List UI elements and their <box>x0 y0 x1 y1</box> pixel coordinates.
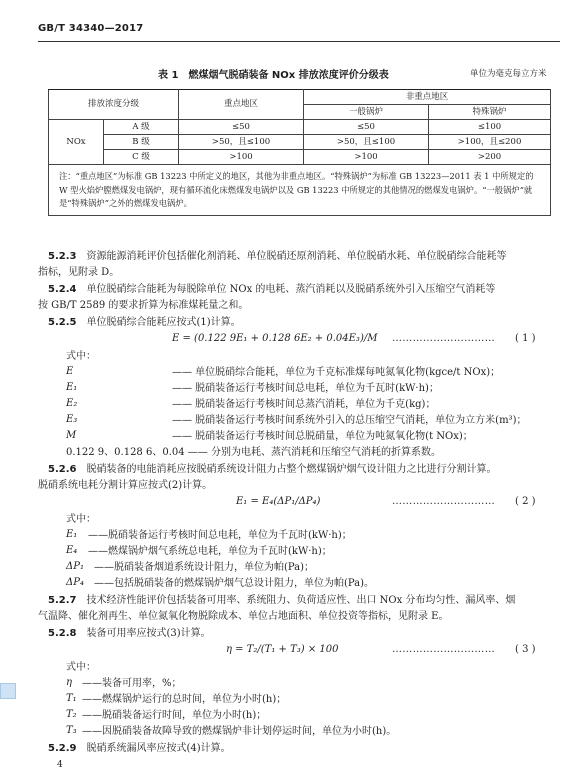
symbol-definition: —— 脱硝装备运行考核时间总蒸汽消耗，单位为千克(kg)； <box>172 399 436 410</box>
equation-3-number: ( 3 ) <box>515 644 536 655</box>
table-cell: >100，且≤200 <box>429 135 551 150</box>
symbol: ΔP₁ <box>66 561 84 572</box>
header-grade: 排放浓度分级 <box>49 90 179 120</box>
symbol: E₂ <box>66 398 78 409</box>
emission-grade-table <box>48 89 551 216</box>
table-cell: >100 <box>304 150 429 165</box>
symbol: T₁ <box>66 693 77 704</box>
symbol-definition: ——因脱硝装备故障导致的燃煤锅炉非计划停运时间，单位为小时(h)。 <box>82 726 397 737</box>
section-5-2-8: 5.2.8 装备可用率应按式(3)计算。 <box>48 628 211 639</box>
symbol: T₃ <box>66 725 77 736</box>
section-5-2-6-cont: 脱硝系统电耗分割计算应按式(2)计算。 <box>38 480 213 491</box>
symbol: T₂ <box>66 709 77 720</box>
header-special-boiler: 特殊锅炉 <box>429 105 551 120</box>
table-cell: >50，且≤100 <box>304 135 429 150</box>
header-rule <box>38 41 560 42</box>
symbol: E₁ <box>66 382 78 393</box>
symbol-definition: ——脱硝装备运行考核时间总电耗，单位为千瓦时(kW·h)； <box>88 530 352 541</box>
symbol: ΔP₄ <box>66 577 84 588</box>
standard-number: GB/T 34340—2017 <box>38 23 144 34</box>
equation-2: E₁ = E₄(ΔP₁/ΔP₄) <box>236 496 321 507</box>
grade-cell: C 级 <box>104 150 179 165</box>
symbol-definition: —— 单位脱硝综合能耗，单位为千克标准煤每吨氮氧化物(kgce/t NOx)； <box>172 367 501 378</box>
equation-3: η = T₂/(T₁ + T₃) × 100 <box>226 644 339 655</box>
table-note: 注：“重点地区”为标准 GB 13223 中所定义的地区，其他为非重点地区。“特殊锅炉”为标准 GB 13223—2011 表 1 中所规定的 W 型火焰炉膛燃煤发电锅炉，现有循环流化床燃煤发电锅炉以及 GB 13223 中所规定的其他情况的燃煤发电锅炉。“一般锅炉”就是“特殊锅炉”之外的燃煤发电锅炉。 <box>49 165 551 216</box>
header-general-boiler: 一般锅炉 <box>304 105 429 120</box>
header-key-area: 重点地区 <box>179 90 304 120</box>
equation-1-number: ( 1 ) <box>515 333 536 344</box>
symbol-definition: —— 脱硝装备运行考核时间系统外引入的总压缩空气消耗，单位为立方米(m³)； <box>172 415 527 426</box>
table-cell: >100 <box>179 150 304 165</box>
symbol: M <box>66 430 77 441</box>
equation-1: E = (0.122 9E₁ + 0.128 6E₂ + 0.04E₃)/M <box>172 333 378 344</box>
section-5-2-9: 5.2.9 脱硝系统漏风率应按式(4)计算。 <box>48 743 231 754</box>
section-5-2-3: 5.2.3 资源能源消耗评价包括催化剂消耗、单位脱硝还原剂消耗、单位脱硝水耗、单位脱硝综合能耗等 <box>48 251 507 262</box>
section-5-2-4-cont: 按 GB/T 2589 的要求折算为标准煤耗量之和。 <box>38 300 249 311</box>
page-number: 4 <box>57 760 63 770</box>
coefficient-definition: 0.122 9、0.128 6、0.04 —— 分别为电耗、蒸汽消耗和压缩空气消耗的折算系数。 <box>66 447 441 458</box>
symbol-definition: ——燃煤锅炉烟气系统总电耗，单位为千瓦时(kW·h)； <box>88 546 332 557</box>
grade-cell: A 级 <box>104 120 179 135</box>
header-non-key-area: 非重点地区 <box>304 90 551 105</box>
symbol-definition: ——脱硝装备运行时间，单位为小时(h)； <box>82 710 267 721</box>
section-5-2-5: 5.2.5 单位脱硝综合能耗应按式(1)计算。 <box>48 317 241 328</box>
section-5-2-4: 5.2.4 单位脱硝综合能耗为每脱除单位 NOx 的电耗、蒸汽消耗以及脱硝系统外引入压缩空气消耗等 <box>48 284 496 295</box>
symbol: E <box>66 366 74 377</box>
table-caption: 表 1 燃煤烟气脱硝装备 NOx 排放浓度评价分级表 <box>158 70 389 81</box>
symbol: E₁ <box>66 529 78 540</box>
symbol-definition: ——装备可用率，%； <box>82 678 182 689</box>
where-label-1: 式中： <box>66 351 96 362</box>
symbol-definition: ——燃煤锅炉运行的总时间，单位为小时(h)； <box>82 694 287 705</box>
equation-2-number: ( 2 ) <box>515 496 536 507</box>
scan-marker <box>0 683 16 699</box>
table-cell: >50，且≤100 <box>179 135 304 150</box>
section-5-2-7: 5.2.7 技术经济性能评价包括装备可用率、系统阻力、负荷适应性、出口 NOx 分布均匀性、漏风率、烟 <box>48 595 516 606</box>
table-cell: >200 <box>429 150 551 165</box>
symbol: E₄ <box>66 545 78 556</box>
leader-dots: ………………………… <box>392 644 495 655</box>
where-label-3: 式中： <box>66 662 96 673</box>
section-5-2-7-cont: 气温降、催化剂再生、单位氮氧化物脱除成本、单位占地面积、单位投资等指标，见附录 E。 <box>38 611 449 622</box>
symbol-definition: —— 脱硝装备运行考核时间总电耗，单位为千瓦时(kW·h)； <box>172 383 439 394</box>
pollutant-cell: NOx <box>49 120 104 165</box>
symbol: η <box>66 677 72 688</box>
symbol-definition: —— 脱硝装备运行考核时间总脱硝量，单位为吨氮氧化物(t NOx)； <box>172 431 473 442</box>
table-cell: ≤100 <box>429 120 551 135</box>
grade-cell: B 级 <box>104 135 179 150</box>
table-cell: ≤50 <box>179 120 304 135</box>
section-5-2-3-cont: 指标，见附录 D。 <box>38 267 120 278</box>
leader-dots: ………………………… <box>392 333 495 344</box>
leader-dots: ………………………… <box>392 496 495 507</box>
where-label-2: 式中： <box>66 514 96 525</box>
table-unit: 单位为毫克每立方米 <box>470 69 547 79</box>
symbol: E₃ <box>66 414 78 425</box>
symbol-definition: ——脱硝装备烟道系统设计阻力，单位为帕(Pa)； <box>94 562 315 573</box>
table-cell: ≤50 <box>304 120 429 135</box>
section-5-2-6: 5.2.6 脱硝装备的电能消耗应按脱硝系统设计阻力占整个燃煤锅炉烟气设计阻力之比进行分割计算。 <box>48 464 497 475</box>
symbol-definition: ——包括脱硝装备的燃煤锅炉烟气总设计阻力，单位为帕(Pa)。 <box>94 578 375 589</box>
